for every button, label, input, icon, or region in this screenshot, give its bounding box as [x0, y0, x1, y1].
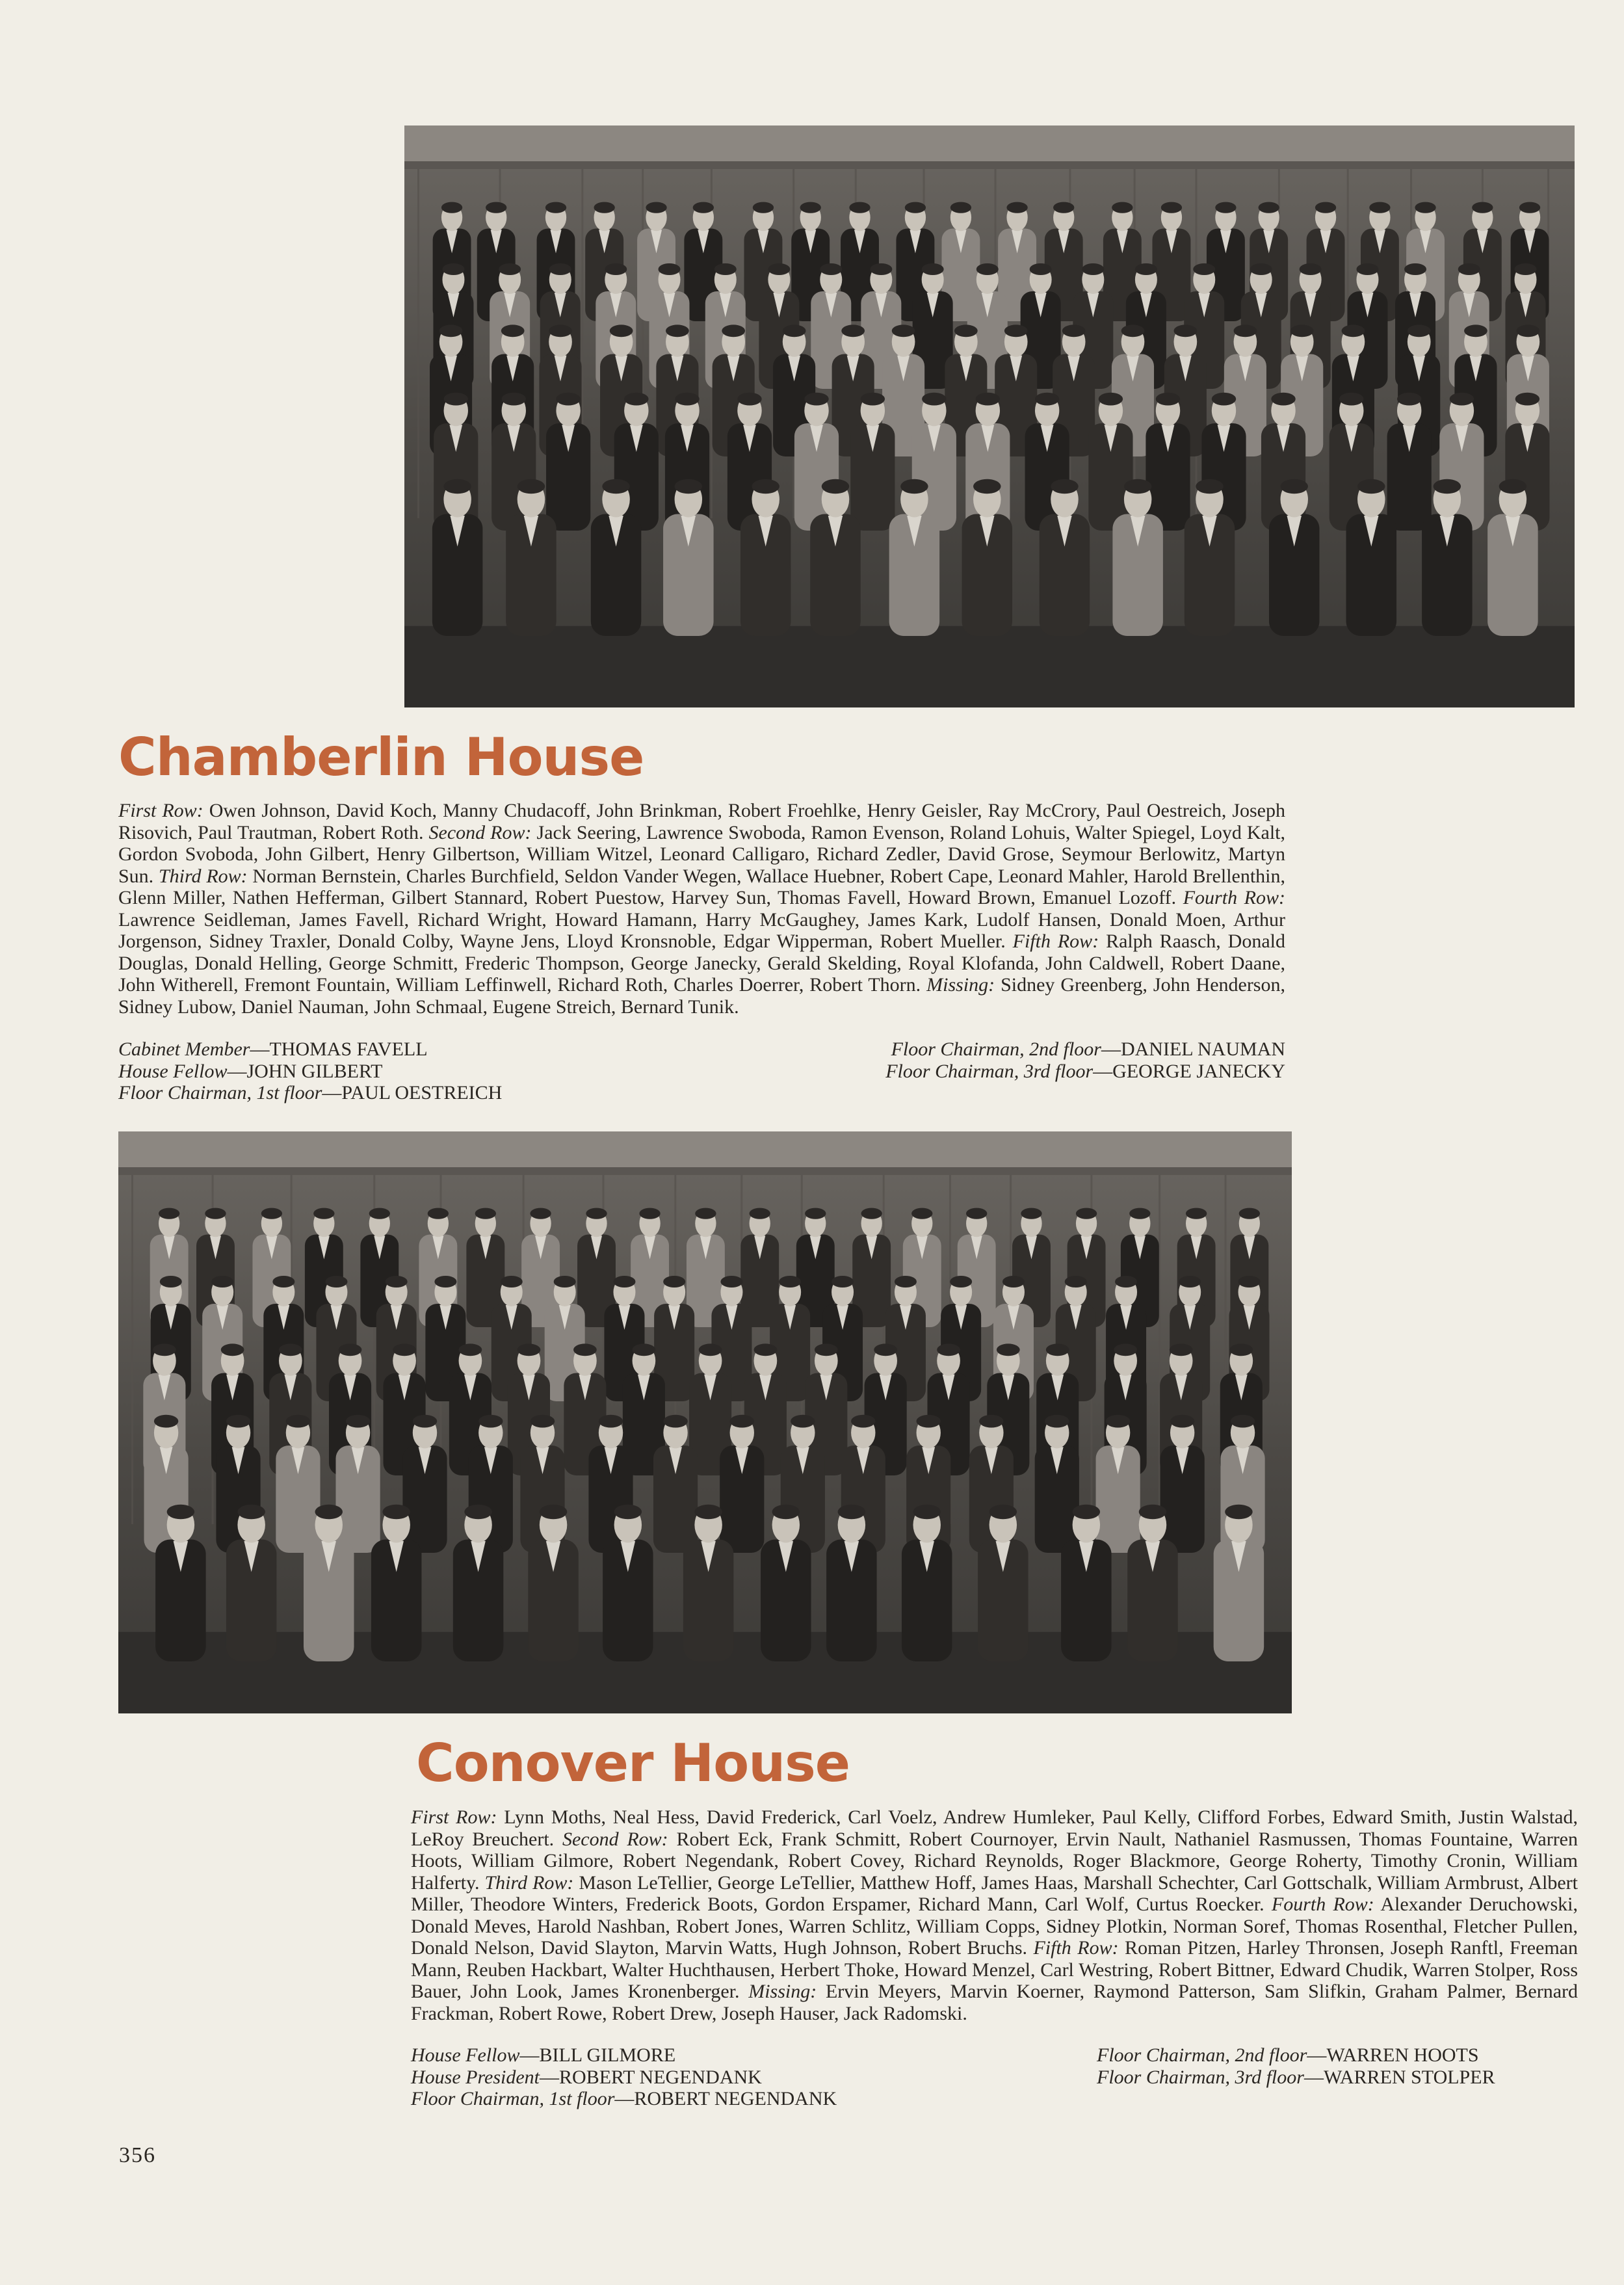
row-names: Robert Eck, Frank Schmitt, Robert Cournoyer, Ervin Nault, Nathaniel Rasmussen, Thomas Fountaine, Warren Hoots, William Gilmore, Robert Negendank, Robert Covey, Richard Reynolds, Roger Blackmore, George Roherty, Timothy Cronin, William Halferty.: [411, 1828, 1578, 1894]
officers-right-column: [1097, 2044, 1495, 2088]
chamberlin-house-caption: [118, 800, 1285, 1018]
row-names: Mason LeTellier, George LeTellier, Matthew Hoff, James Haas, Marshall Schechter, Carl Gottschalk, William Armbrust, Albert Miller, Theodore Winters, Frederick Boots, Gordon Erspamer, Richard Mann, Carl Wolf, Curtus Roecker.: [411, 1871, 1578, 1915]
officer-house-fellow: House Fellow—JOHN GILBERT: [118, 1060, 383, 1082]
row-names: Sidney Greenberg, John Henderson, Sidney Lubow, Daniel Nauman, John Schmaal, Eugene Streich, Bernard Tunik.: [118, 974, 1285, 1018]
conover-house-group-photo: [118, 1131, 1292, 1713]
officer-cabinet-member: Cabinet Member—THOMAS FAVELL: [118, 1038, 428, 1060]
conover-house-officers: [411, 2044, 1552, 2113]
officers-right-column: [885, 1038, 1285, 1082]
row-label: Missing:: [926, 974, 995, 996]
officers-left-column: [118, 1038, 502, 1104]
row-names: Lynn Moths, Neal Hess, David Frederick, Carl Voelz, Andrew Humleker, Paul Kelly, Clifford Forbes, Edward Smith, Justin Walstad, LeRoy Breuchert.: [411, 1806, 1578, 1850]
conover-house-caption: [411, 1806, 1578, 2024]
row-label: Fourth Row:: [1183, 887, 1285, 908]
row-names: Owen Johnson, David Koch, Manny Chudacoff, John Brinkman, Robert Froehlke, Henry Geisler, Ray McCrory, Paul Oestreich, Joseph Risovich, Paul Trautman, Robert Roth.: [118, 800, 1285, 843]
row-label: Fifth Row:: [1012, 931, 1099, 952]
officer-floor-chairman-1st: Floor Chairman, 1st floor—ROBERT NEGENDANK: [411, 2088, 837, 2109]
officer-house-fellow: House Fellow—BILL GILMORE: [411, 2044, 676, 2066]
chamberlin-house-group-photo: [404, 125, 1575, 707]
officer-floor-chairman-3rd: Floor Chairman, 3rd floor—GEORGE JANECKY: [885, 1060, 1285, 1082]
row-names: Roman Pitzen, Harley Thronsen, Joseph Ranftl, Freeman Mann, Reuben Hackbart, Walter Huchthausen, Herbert Thoke, Howard Menzel, Carl Westring, Robert Bittner, Edward Chudik, Warren Stolper, Ross Bauer, John Look, James Kronenberger.: [411, 1937, 1578, 2002]
officer-floor-chairman-1st: Floor Chairman, 1st floor—PAUL OESTREICH: [118, 1082, 503, 1103]
row-label: First Row:: [411, 1806, 497, 1828]
chamberlin-house-heading: Chamberlin House: [118, 727, 644, 787]
officers-left-column: [411, 2044, 837, 2110]
row-names: Lawrence Seidleman, James Favell, Richard Wright, Howard Hamann, Harry McGaughey, James Kark, Ludolf Hansen, Donald Moen, Arthur Jorgenson, Sidney Traxler, Donald Colby, Wayne Jens, Lloyd Kronsnoble, Edgar Wipperman, Robert Mueller.: [118, 908, 1285, 952]
chamberlin-house-officers: [118, 1038, 1285, 1107]
officer-floor-chairman-2nd: Floor Chairman, 2nd floor—WARREN HOOTS: [1097, 2044, 1479, 2066]
row-label: Fourth Row:: [1271, 1894, 1374, 1915]
row-names: Jack Seering, Lawrence Swoboda, Ramon Evenson, Roland Lohuis, Walter Spiegel, Loyd Kalt, Gordon Svoboda, John Gilbert, Henry Gilbertson, William Witzel, Leonard Calligaro, Richard Zedler, David Grose, Seymour Berlowitz, Martyn Sun.: [118, 821, 1285, 887]
row-label: Missing:: [748, 1981, 817, 2002]
row-names: Norman Bernstein, Charles Burchfield, Seldon Vander Wegen, Wallace Huebner, Robert Cape, Leonard Mahler, Harold Brellenthin, Glenn Miller, Nathen Hefferman, Gilbert Stannard, Robert Puestow, Harvey Sun, Thomas Favell, Howard Brown, Emanuel Lozoff.: [118, 865, 1286, 908]
officer-floor-chairman-2nd: Floor Chairman, 2nd floor—DANIEL NAUMAN: [891, 1038, 1285, 1060]
officer-floor-chairman-3rd: Floor Chairman, 3rd floor—WARREN STOLPER: [1097, 2066, 1495, 2088]
page-number: 356: [119, 2143, 156, 2167]
row-names: Ralph Raasch, Donald Douglas, Donald Helling, George Schmitt, Frederic Thompson, George Janecky, Gerald Skelding, Royal Klofanda, John Caldwell, Robert Daane, John Witherell, Fremont Fountain, William Leffinwell, Richard Roth, Charles Doerrer, Robert Thorn.: [118, 931, 1285, 996]
row-names: Alexander Deruchowski, Donald Meves, Harold Nashban, Robert Jones, Warren Schlitz, William Copps, Sidney Plotkin, Norman Soref, Thomas Rosenthal, Fletcher Pullen, Donald Nelson, David Slayton, Marvin Watts, Hugh Johnson, Robert Bruchs.: [411, 1894, 1578, 1959]
row-label: Fifth Row:: [1033, 1937, 1119, 1959]
row-label: Second Row:: [428, 821, 532, 843]
row-label: Third Row:: [484, 1871, 574, 1894]
officer-house-president: House President—ROBERT NEGENDANK: [411, 2066, 762, 2088]
row-label: Third Row:: [158, 865, 248, 887]
row-label: Second Row:: [562, 1828, 668, 1850]
row-label: First Row:: [118, 800, 203, 821]
conover-house-heading: Conover House: [416, 1733, 850, 1793]
row-names: Ervin Meyers, Marvin Koerner, Raymond Patterson, Sam Slifkin, Graham Palmer, Bernard Frackman, Robert Rowe, Robert Drew, Joseph Hauser, Jack Radomski.: [411, 1981, 1578, 2024]
